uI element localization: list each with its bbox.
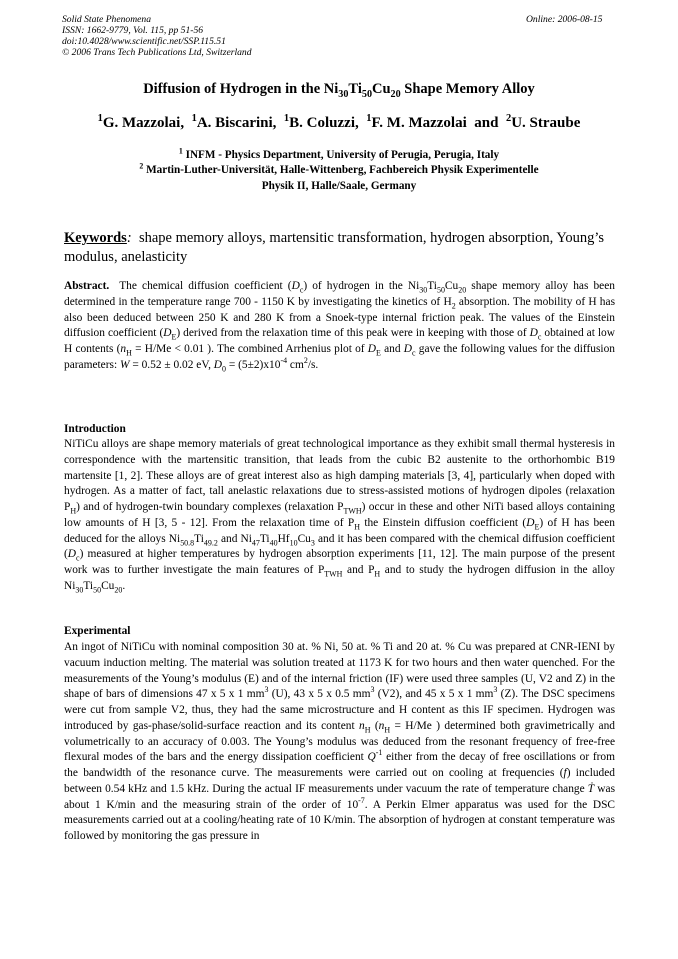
author-name: B. Coluzzi,: [289, 115, 359, 131]
keywords-text: shape memory alloys, martensitic transformation, hydrogen absorption, Young’s modulus, anelasticity: [64, 230, 605, 265]
introduction-heading: Introduction: [64, 423, 126, 435]
keywords: Keywords: shape memory alloys, martensitic transformation, hydrogen absorption, Young’s modulus, anelasticity: [64, 230, 605, 265]
affiliations: [0, 148, 678, 194]
affiliation-1: $^1$ INFM - Physics Department, University of Perugia, Perugia, Italy: [178, 146, 500, 161]
experimental-heading: Experimental: [64, 625, 131, 637]
introduction-text: NiTiCu alloys are shape memory materials of great technological importance as they exhibit small thermal hysteresis in correspondence with the martensitic transition, that leads from the cubic B2 austenite to the orthorhombic B19 martensite [1, 2]. These alloys are of great interest also as high damping materials [3, 4], particularly when doped with hydrogen. As a matter of fact, tall anelastic relaxations due to stress-assisted motions of hydrogen dipoles (relaxation $P_H$) and of hydrogen-twin boundary complexes (relaxation $P_{TWH}$) occur in these and other NiTi based alloys containing low amounts of H [3, 5 - 12]. From the relaxation time of $P_H$ the Einstein diffusion coefficient $(D_E)$ of H has been deduced for the alloys $Ni_{50.8}Ti_{49.2}$ and $Ni_{47}Ti_{40}Hf_{10}Cu_3$ and it has been compared with the chemical diffusion coefficient $(D_c)$ measured at higher temperatures by hydrogen absorption experiments [11, 12]. The main purpose of the present work was to further investigate the main features of $P_{TWH}$ and $P_H$ and to study the hydrogen diffusion in the alloy $Ni_{30}Ti_{50}Cu_{20}$.: [64, 438, 615, 595]
keywords-label: Keywords: [64, 230, 127, 246]
author-list: $^1$G. Mazzolai, $^1$A. Biscarini, $^1$B. Coluzzi, $^1$F. M. Mazzolai and $^2$U. Straube: [97, 113, 581, 131]
author-name: U. Straube: [511, 115, 581, 131]
author-name: A. Biscarini,: [196, 115, 277, 131]
affiliation-2: $^2$ Martin-Luther-Universität, Halle-Wittenberg, Fachbereich Physik Experimentelle: [139, 161, 539, 177]
abstract-label: Abstract.: [64, 280, 110, 292]
author-name: F. M. Mazzolai: [371, 115, 467, 131]
paper-title: Diffusion of Hydrogen in the $Ni_{30}Ti_{50}Cu_{20}$ Shape Memory Alloy: [143, 81, 535, 100]
issn-line: ISSN: 1662-9779, Vol. 115, pp 51-56: [62, 25, 204, 36]
abstract: Abstract. The chemical diffusion coefficient $(D_c)$ of hydrogen in the $Ni_{30}Ti_{50}Cu_{20}$ shape memory alloy has been determined in the temperature range 700 - 1150 K by investigating the kinetics of $H_2$ absorption. The mobility of H has also been deduced between 250 K and 280 K from a Snoek-type internal friction peak. The values of the Einstein diffusion coefficient $(D_E)$ derived from the relaxation time of this peak were in keeping with those of $D_c$ obtained at low H contents ($n_H = H/Me < 0.01$ ). The combined Arrhenius plot of $D_E$ and $D_c$ gave the following values for the diffusion parameters: W = 0.52 ± 0.02 eV, $D_0 = (5\pm 2)x10^{-4}$ $cm^2/s$.: [64, 280, 615, 374]
copyright-line: © 2006 Trans Tech Publications Ltd, Switzerland: [62, 47, 252, 58]
doi-line: doi:10.4028/www.scientific.net/SSP.115.51: [62, 36, 226, 47]
author-name: G. Mazzolai,: [102, 115, 185, 131]
online-date: Online: 2006-08-15: [526, 14, 603, 25]
journal-header: [62, 14, 252, 58]
experimental-text: An ingot of NiTiCu with nominal composition 30 at. % Ni, 50 at. % Ti and 20 at. % Cu was prepared at CNR-IENI by vacuum induction melting. The material was solution treated at 1173 K for two hours and then water quenched. For the measurements of the Young’s modulus (E) and of the internal friction (IF) were used three samples (U, V2 and Z) in the shape of bars of dimensions 47 x 5 x 1 $mm^3$ (U), 43 x 5 x 0.5 $mm^3$ (V2), and 45 x 5 x 1 $mm^3$ (Z). The DSC specimens were cut from sample V2, thus, they had the same microstructure and H content as this IF specimen. Hydrogen was introduced by gas-phase/solid-surface reaction and its content $n_H$ ($n_H = H/Me$ ) determined both gravimetrically and volumetrically to an accuracy of 0.003. The Young’s modulus was deduced from the resonant frequency of free-free flexural modes of the bars and the energy dissipation coefficient $Q^{-1}$ either from the decay of free oscillations or from the bandwidth of the resonance curve. The measurements were carried out on cooling at frequencies (f) included between 0.54 kHz and 1.5 kHz. During the actual IF measurements under vacuum the rate of temperature change Ṫ was about 1 K/min and the measuring strain of the order of $10^{-7}$. A Perkin Elmer apparatus was used for the DSC measurements carried out at a cooling/heating rate of 10 K/min. The absorption of hydrogen at constant temperature was followed by monitoring the gas pressure in: [64, 641, 616, 842]
journal-name: Solid State Phenomena: [62, 14, 151, 25]
affiliation-2-cont: Physik II, Halle/Saale, Germany: [261, 179, 417, 192]
